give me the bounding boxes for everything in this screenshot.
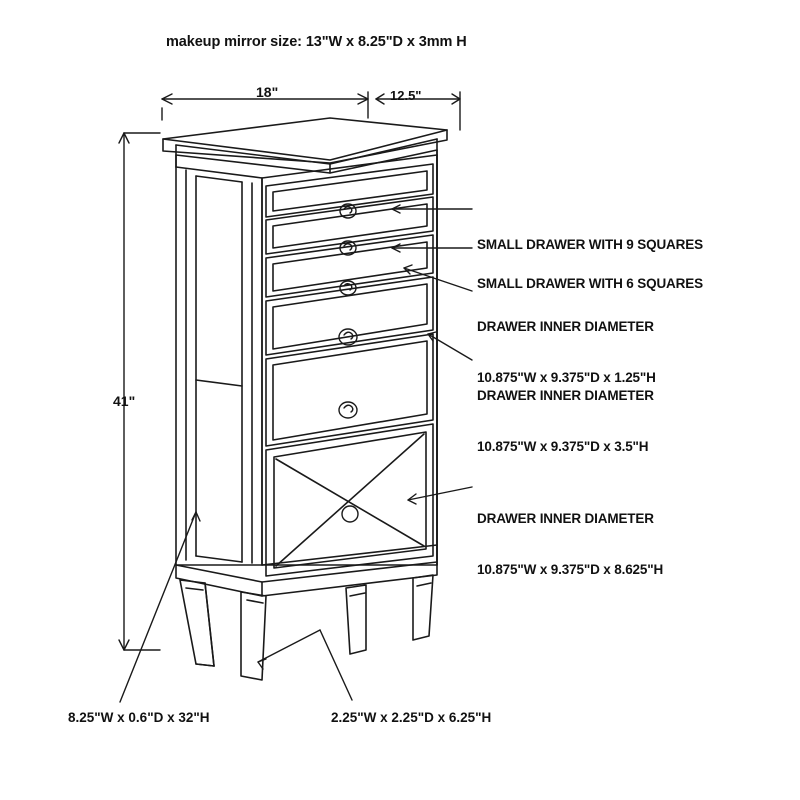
leg-back-right-b: [413, 575, 433, 640]
callout-line-1: DRAWER INNER DIAMETER: [477, 318, 654, 334]
label-side-panel: 8.25"W x 0.6"D x 32"H: [68, 710, 210, 725]
depth-dimension-label: 12.5": [390, 88, 422, 103]
callout-line-1: SMALL DRAWER WITH 9 SQUARES: [477, 236, 703, 252]
diagram-title: makeup mirror size: 13"W x 8.25"D x 3mm H: [166, 34, 467, 50]
callout-drawer-inner-2: [477, 352, 654, 490]
callout-line-2: 10.875"W x 9.375"D x 3.5"H: [477, 439, 649, 455]
callout-drawer-inner-3: [477, 475, 663, 613]
armoire-body: [176, 150, 437, 596]
height-dimension-arrow: [119, 133, 160, 650]
door-knob: [342, 506, 358, 522]
callout-line-1: SMALL DRAWER WITH 6 SQUARES: [477, 275, 703, 291]
callout-line-1: DRAWER INNER DIAMETER: [477, 387, 654, 403]
armoire-top: [163, 118, 447, 173]
height-dimension-label: 41": [113, 393, 136, 409]
width-dimension-label: 18": [256, 84, 279, 100]
callout-line-2: 10.875"W x 9.375"D x 8.625"H: [477, 562, 664, 578]
drawer-pull: [339, 402, 357, 418]
bottom-leaders: [120, 512, 352, 702]
leg-back-right-a: [346, 585, 366, 654]
callout-line-2: 10.875"W x 9.375"D x 1.25"H: [477, 370, 656, 386]
callout-leaders: [392, 205, 472, 504]
leg-front-left: [180, 580, 214, 666]
callout-line-1: DRAWER INNER DIAMETER: [477, 510, 654, 526]
label-leg: 2.25"W x 2.25"D x 6.25"H: [331, 710, 492, 725]
side-panel-detail: [186, 170, 252, 563]
